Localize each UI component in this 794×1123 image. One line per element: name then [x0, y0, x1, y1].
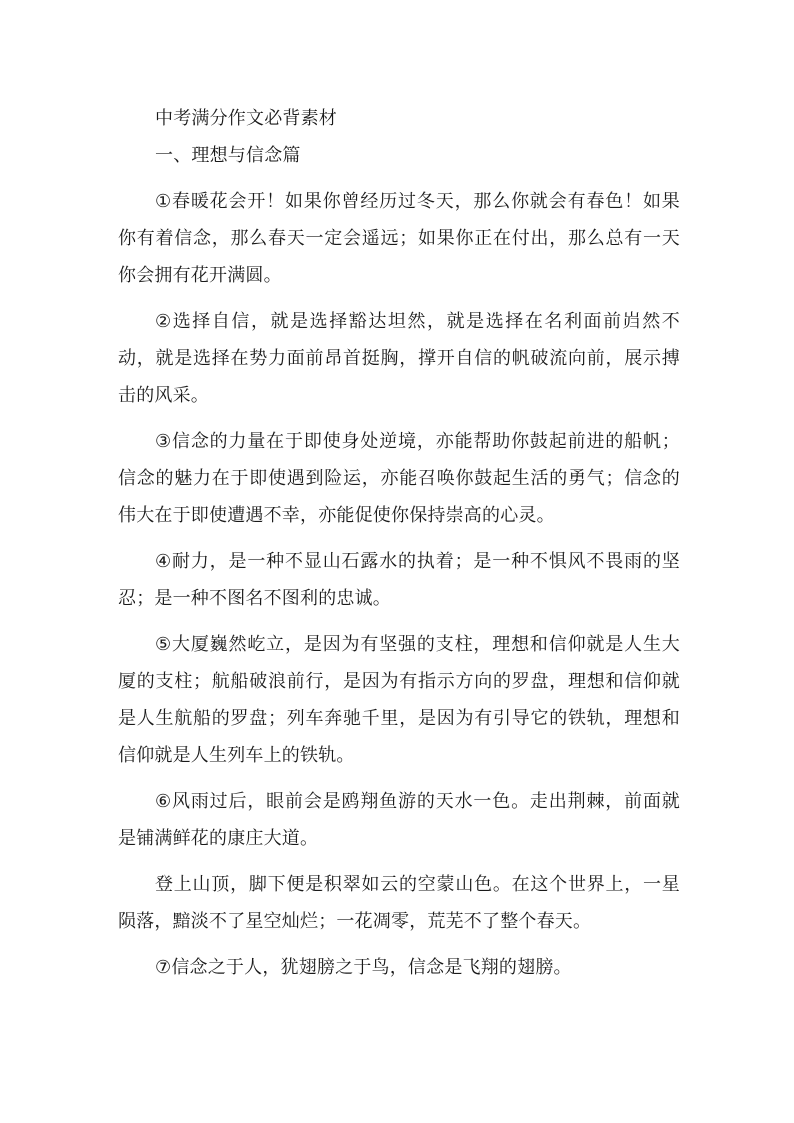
section-title: 一、理想与信念篇 — [155, 145, 301, 166]
paragraph-7: 登上山顶，脚下便是积翠如云的空蒙山色。在这个世界上，一星陨落，黯淡不了星空灿烂；一花凋零，荒芜不了整个春天。 — [118, 874, 680, 932]
paragraph-5: ⑤大厦巍然屹立，是因为有坚强的支柱，理想和信仰就是人生大厦的支柱；航船破浪前行，是因为有指示方向的罗盘，理想和信仰就是人生航船的罗盘；列车奔驰千里，是因为有引导它的铁轨，理想和信仰就是人生列车上的铁轨。 — [118, 634, 680, 766]
paragraph-3: ③信念的力量在于即使身处逆境，亦能帮助你鼓起前进的船帆；信念的魅力在于即使遇到险运，亦能召唤你鼓起生活的勇气；信念的伟大在于即使遭遇不幸，亦能促使你保持崇高的心灵。 — [118, 431, 680, 526]
paragraph-6: ⑥风雨过后，眼前会是鸥翔鱼游的天水一色。走出荆棘，前面就是铺满鲜花的康庄大道。 — [118, 791, 680, 849]
paragraph-8: ⑦信念之于人，犹翅膀之于鸟，信念是飞翔的翅膀。 — [155, 957, 572, 978]
document-title: 中考满分作文必背素材 — [155, 108, 337, 129]
paragraph-4: ④耐力，是一种不显山石露水的执着；是一种不惧风不畏雨的坚忍；是一种不图名不图利的忠诚。 — [118, 551, 680, 609]
document-body — [118, 100, 680, 995]
paragraph-1: ①春暖花会开！如果你曾经历过冬天，那么你就会有春色！如果你有着信念，那么春天一定会遥远；如果你正在付出，那么总有一天你会拥有花开满圆。 — [118, 191, 680, 286]
paragraph-2: ②选择自信，就是选择豁达坦然，就是选择在名利面前岿然不动，就是选择在势力面前昂首挺胸，撑开自信的帆破流向前，展示搏击的风采。 — [118, 311, 680, 406]
